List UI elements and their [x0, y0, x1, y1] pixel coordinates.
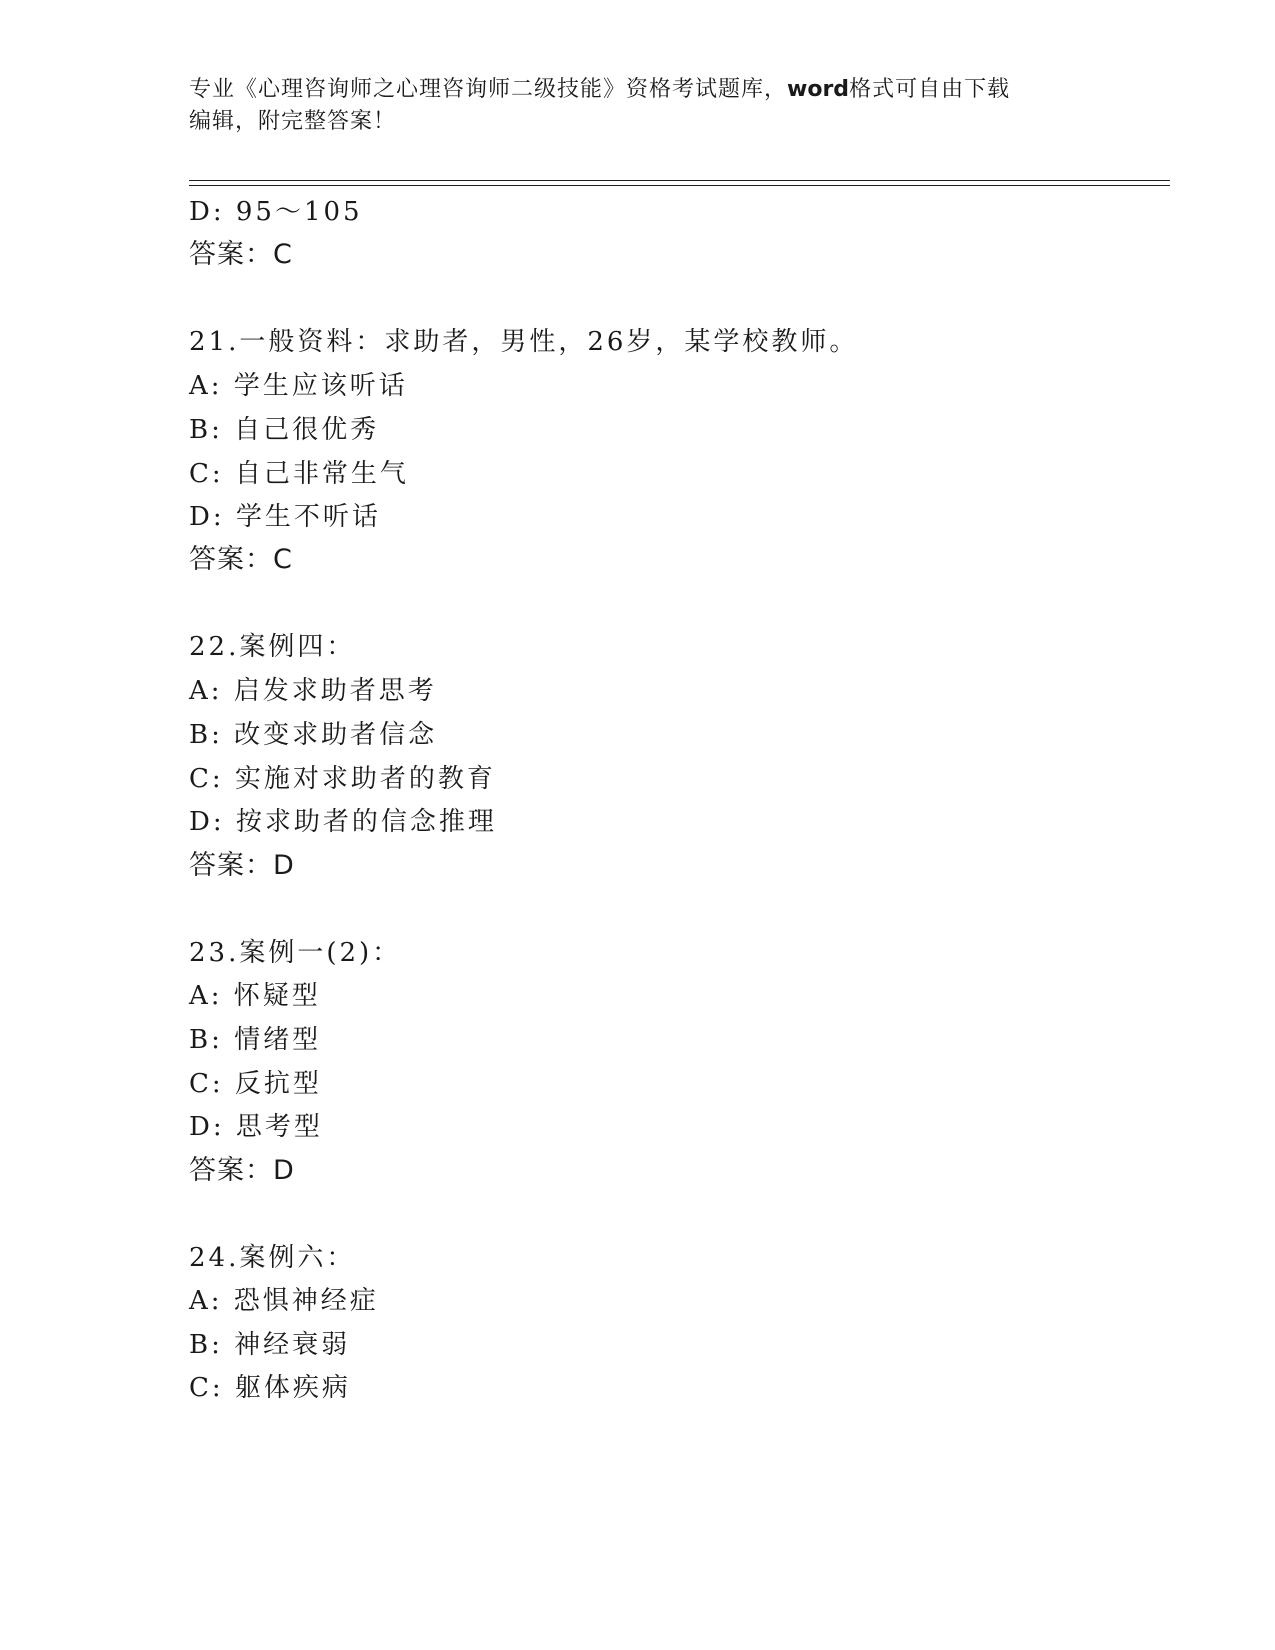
q22-option-d: D: 按求助者的信念推理 — [189, 807, 497, 837]
header-line-2: 编辑，附完整答案！ — [189, 109, 397, 134]
q23-option-c: C: 反抗型 — [189, 1069, 322, 1099]
q22-option-c: C: 实施对求助者的教育 — [189, 764, 496, 794]
q23-stem: 23.案例一(2)： — [189, 938, 402, 968]
q24-option-c: C: 躯体疾病 — [189, 1373, 351, 1403]
q22-option-b: B: 改变求助者信念 — [189, 720, 438, 750]
q24-option-a: A: 恐惧神经症 — [189, 1286, 379, 1316]
header-divider-bottom — [189, 185, 1170, 186]
header-line-1-word: word — [787, 77, 850, 102]
header-line-1 — [189, 74, 1089, 106]
q24-stem: 24.案例六： — [189, 1243, 356, 1273]
prev-option-d: D: 95～105 — [189, 197, 363, 227]
q21-stem: 21.一般资料：求助者，男性，26岁，某学校教师。 — [189, 327, 859, 357]
q22-stem: 22.案例四： — [189, 632, 356, 662]
q23-option-d: D: 思考型 — [189, 1112, 323, 1142]
q21-option-a: A: 学生应该听话 — [189, 371, 408, 401]
header-divider-top — [189, 180, 1170, 181]
q22-option-a: A: 启发求助者思考 — [189, 676, 437, 706]
q23-option-a: A: 怀疑型 — [189, 981, 321, 1011]
q21-option-c: C: 自己非常生气 — [189, 459, 409, 489]
q23-option-b: B: 情绪型 — [189, 1025, 322, 1055]
header-line-1-part-c: 格式可自由下载 — [849, 77, 1011, 102]
prev-answer: 答案：C — [189, 239, 293, 270]
header-line-1-part-a: 专业《心理咨询师之心理咨询师二级技能》资格考试题库， — [189, 77, 788, 102]
q23-answer: 答案：D — [189, 1155, 295, 1186]
q21-answer: 答案：C — [189, 544, 293, 575]
q21-option-b: B: 自己很优秀 — [189, 415, 380, 445]
q21-option-d: D: 学生不听话 — [189, 502, 381, 532]
document-header — [189, 74, 1089, 138]
q22-answer: 答案：D — [189, 850, 295, 881]
q24-option-b: B: 神经衰弱 — [189, 1330, 351, 1360]
